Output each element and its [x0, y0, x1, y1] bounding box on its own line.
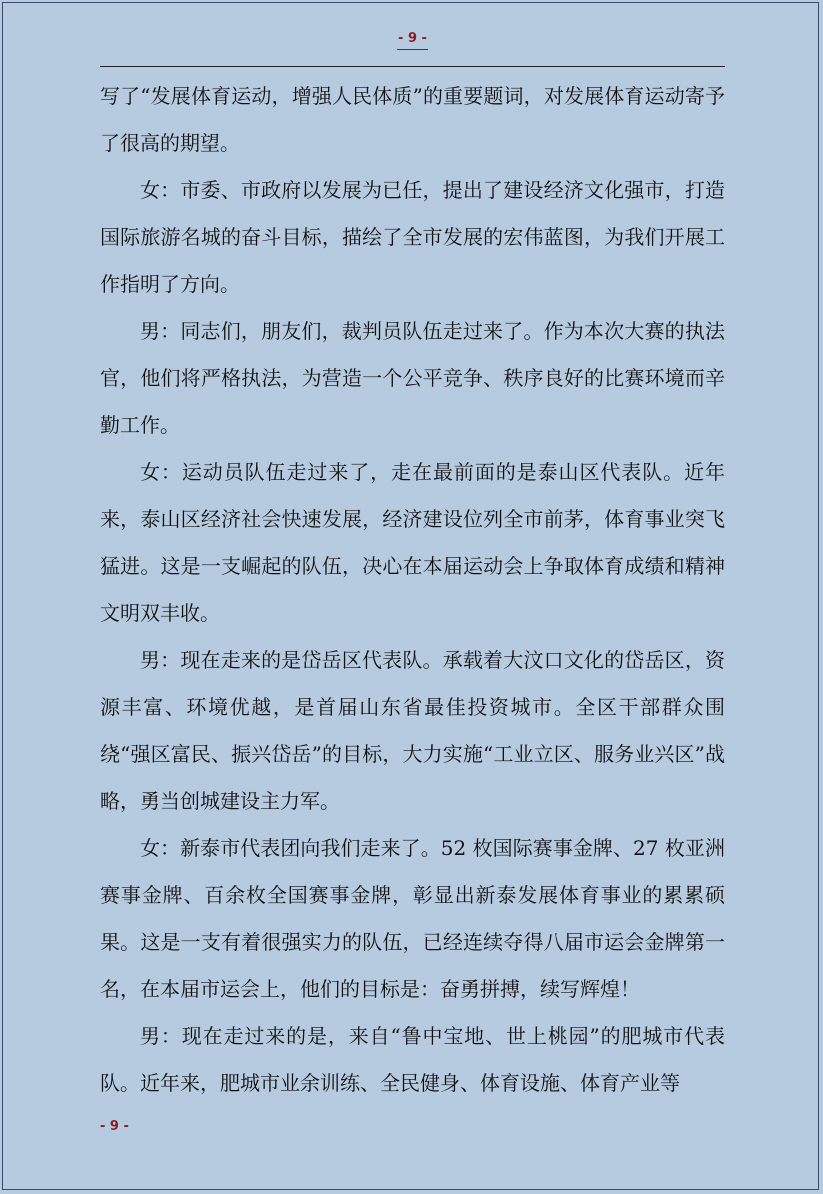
paragraph: 女：运动员队伍走过来了，走在最前面的是泰山区代表队。近年来，泰山区经济社会快速发展，经济建设位列全市前茅，体育事业突飞猛进。这是一支崛起的队伍，决心在本届运动会上争取体育成绩和精神文明双丰收。 [100, 460, 725, 625]
document-body [100, 73, 725, 1107]
header-page-number: - 9 - [100, 31, 725, 50]
paragraph: 女：新泰市代表团向我们走来了。52 枚国际赛事金牌、27 枚亚洲赛事金牌、百余枚全国赛事金牌，彰显出新泰发展体育事业的累累硕果。这是一支有着很强实力的队伍，已经连续夺得八届市运会金牌第一名，在本届市运会上，他们的目标是：奋勇拼搏，续写辉煌！ [100, 836, 725, 1001]
paragraph: 男：现在走过来的是，来自“鲁中宝地、世上桃园”的肥城市代表队。近年来，肥城市业余训练、全民健身、体育设施、体育产业等 [100, 1024, 725, 1095]
page-header [100, 28, 725, 67]
paragraph: 男：现在走来的是岱岳区代表队。承载着大汶口文化的岱岳区，资源丰富、环境优越，是首届山东省最佳投资城市。全区干部群众围绕“强区富民、振兴岱岳”的目标，大力实施“工业立区、服务业兴区”战略，勇当创城建设主力军。 [100, 648, 725, 813]
paragraph-continued: 写了“发展体育运动，增强人民体质”的重要题词，对发展体育运动寄予了很高的期望。 [100, 84, 725, 155]
footer-page-number: - 9 - [100, 1119, 129, 1134]
paragraph: 女：市委、市政府以发展为已任，提出了建设经济文化强市，打造国际旅游名城的奋斗目标，描绘了全市发展的宏伟蓝图，为我们开展工作指明了方向。 [100, 178, 725, 296]
paragraph: 男：同志们，朋友们，裁判员队伍走过来了。作为本次大赛的执法官，他们将严格执法，为营造一个公平竞争、秩序良好的比赛环境而辛勤工作。 [100, 319, 725, 437]
